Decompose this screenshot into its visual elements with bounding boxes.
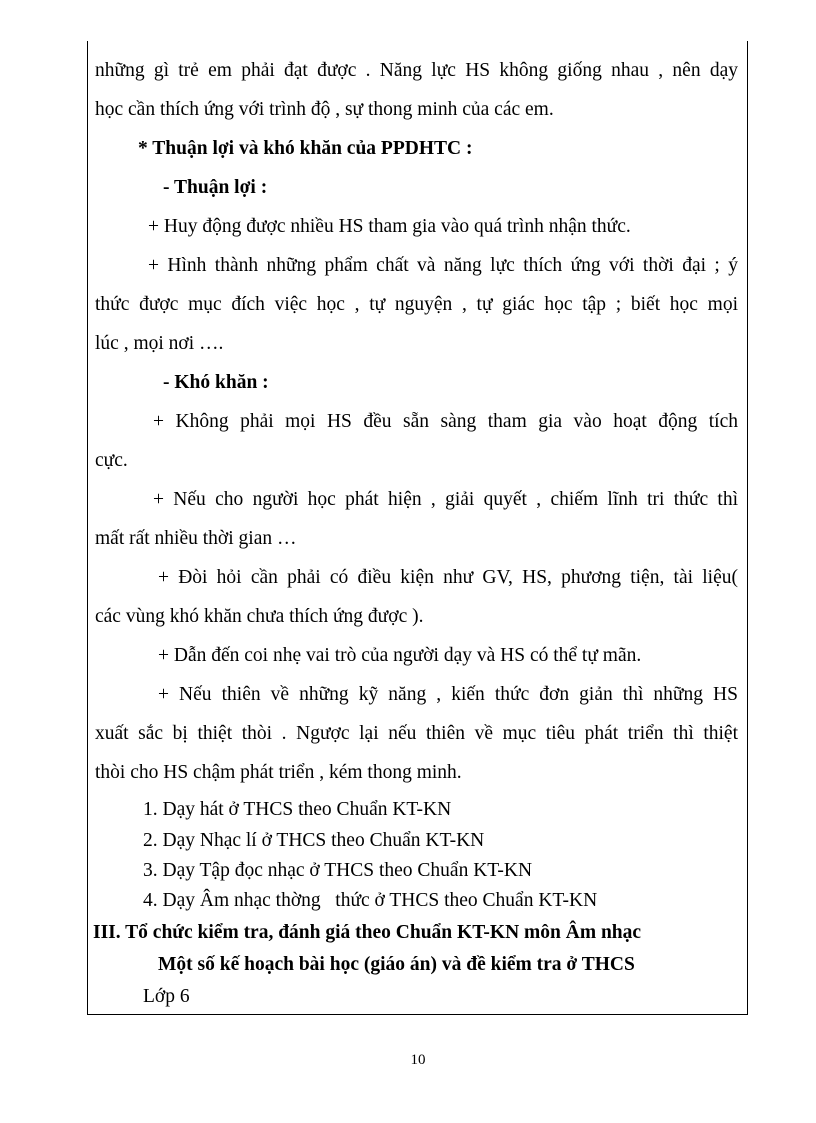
text-line: cực.	[95, 450, 128, 471]
list-item: 2. Dạy Nhạc lí ở THCS theo Chuẩn KT-KN	[143, 830, 485, 851]
text-line: lúc , mọi nơi ….	[95, 333, 224, 354]
list-item: 1. Dạy hát ở THCS theo Chuẩn KT-KN	[143, 799, 452, 820]
text-line: + Nếu cho người học phát hiện , giải quyết , chiếm lĩnh tri thức thì	[153, 489, 738, 510]
grade-label: Lớp 6	[143, 986, 190, 1007]
text-line: xuất sắc bị thiệt thòi . Ngược lại nếu thiên về mục tiêu phát triển thì thiệt	[95, 723, 738, 744]
section-heading: * Thuận lợi và khó khăn của PPDHTC :	[138, 138, 473, 159]
subheading-advantages: - Thuận lợi :	[163, 177, 268, 198]
text-line: + Dẫn đến coi nhẹ vai trò của người dạy và HS có thể tự mãn.	[158, 645, 642, 666]
page-number: 10	[410, 1052, 426, 1068]
text-line: mất rất nhiều thời gian …	[95, 528, 297, 549]
text-line: + Không phải mọi HS đều sẵn sàng tham gia vào hoạt động tích	[153, 411, 738, 432]
text-line: các vùng khó khăn chưa thích ứng được ).	[95, 606, 424, 627]
list-item: 3. Dạy Tập đọc nhạc ở THCS theo Chuẩn KT-KN	[143, 860, 533, 881]
text-line: thòi cho HS chậm phát triển , kém thong minh.	[95, 762, 462, 783]
text-line: + Hình thành những phẩm chất và năng lực thích ứng với thời đại ; ý	[148, 255, 738, 276]
subheading-difficulties: - Khó khăn :	[163, 372, 269, 393]
section-subtitle: Một số kế hoạch bài học (giáo án) và đề kiểm tra ở THCS	[158, 954, 635, 975]
text-line: học cần thích ứng với trình độ , sự thong minh của các em.	[95, 99, 554, 120]
text-line: + Huy động được nhiều HS tham gia vào quá trình nhận thức.	[148, 216, 631, 237]
list-item: 4. Dạy Âm nhạc thờng thức ở THCS theo Chuẩn KT-KN	[143, 890, 598, 911]
text-line: + Đòi hỏi cần phải có điều kiện như GV, HS, phương tiện, tài liệu(	[158, 567, 738, 588]
section-heading: III. Tổ chức kiểm tra, đánh giá theo Chuẩn KT-KN môn Âm nhạc	[93, 922, 642, 943]
text-line: + Nếu thiên về những kỹ năng , kiến thức đơn giản thì những HS	[158, 684, 738, 705]
text-line: những gì trẻ em phải đạt được . Năng lực HS không giống nhau , nên dạy	[95, 60, 738, 81]
text-line: thức được mục đích việc học , tự nguyện , tự giác học tập ; biết học mọi	[95, 294, 738, 315]
